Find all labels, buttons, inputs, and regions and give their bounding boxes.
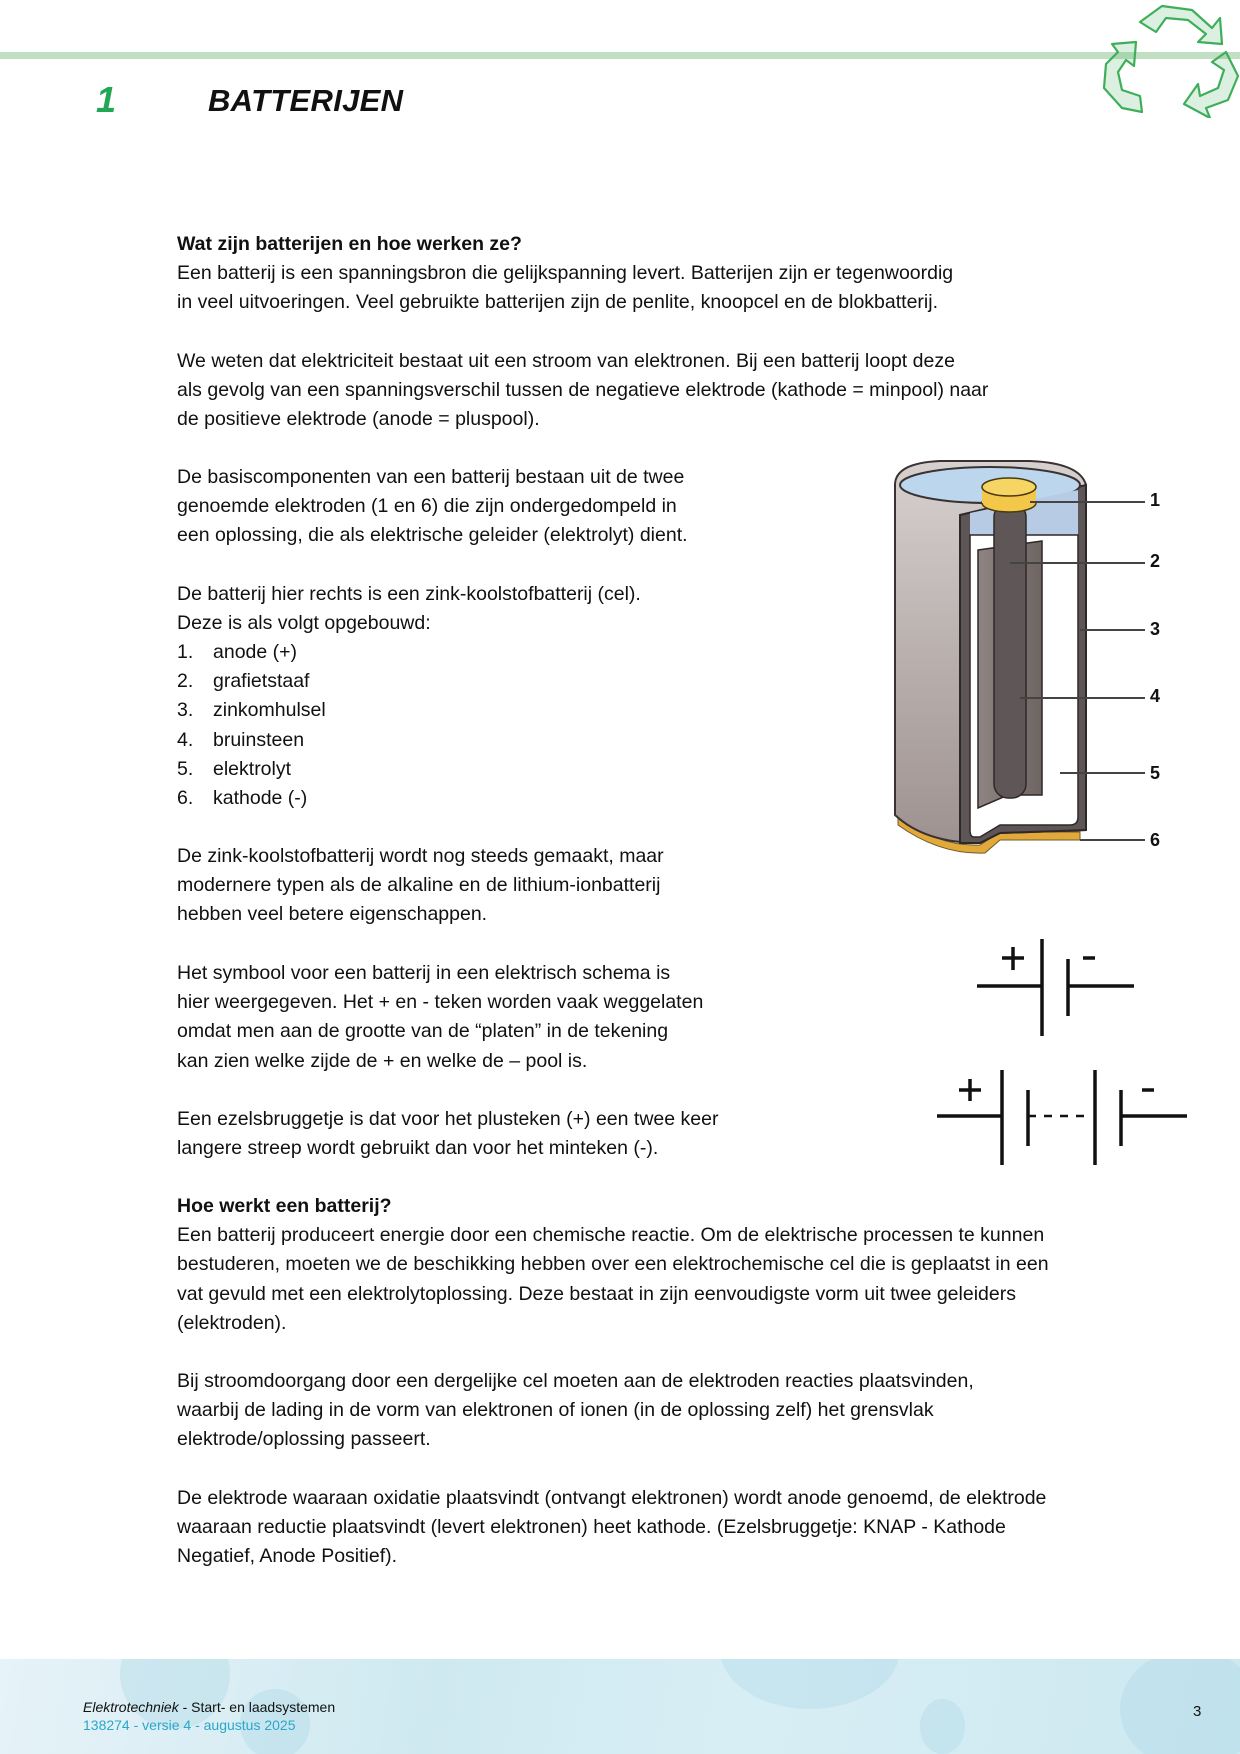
text-line: modernere typen als de alkaline en de lithium-ionbatterij xyxy=(177,874,661,897)
text-line: de positieve elektrode (anode = pluspool). xyxy=(177,408,540,431)
text-line: hier weergegeven. Het + en - teken worden vaak weggelaten xyxy=(177,991,704,1014)
text-line: De basiscomponenten van een batterij bestaan uit de twee xyxy=(177,466,685,488)
text-line: waarbij de lading in de vorm van elektronen of ionen (in de oplossing zelf) het grensvlak xyxy=(177,1399,934,1422)
text-line: Het symbool voor een batterij in een elektrisch schema is xyxy=(177,962,671,984)
text-line: Bij stroomdoorgang door een dergelijke cel moeten aan de elektroden reacties plaatsvinden, xyxy=(177,1370,974,1392)
text-line: Een ezelsbruggetje is dat voor het plusteken (+) een twee keer xyxy=(177,1108,719,1130)
paragraph xyxy=(177,347,988,435)
recycle-icon xyxy=(1100,0,1240,118)
text-line: We weten dat elektriciteit bestaat uit een stroom van elektronen. Bij een batterij loopt deze xyxy=(177,350,955,372)
decorative-bubble xyxy=(1120,1659,1240,1754)
text-line: als gevolg van een spanningsverschil tussen de negatieve elektrode (kathode = minpool) naar xyxy=(177,379,989,402)
callout-label: 2 xyxy=(1150,551,1161,571)
section1-block-intro xyxy=(177,230,953,318)
text-line: De batterij hier rechts is een zink-koolstofbatterij (cel). xyxy=(177,583,641,605)
chapter-title: BATTERIJEN xyxy=(208,83,404,118)
text-line: langere streep wordt gebruikt dan voor het minteken (-). xyxy=(177,1137,659,1160)
page-number: 3 xyxy=(1193,1703,1202,1720)
text-line: Deze is als volgt opgebouwd: xyxy=(177,612,431,635)
list-item: 5. elektrolyt xyxy=(177,757,292,780)
battery-cutaway-figure xyxy=(880,455,1180,875)
text-line: genoemde elektroden (1 en 6) die zijn ondergedompeld in xyxy=(177,495,677,518)
component-list xyxy=(177,638,326,813)
callout-label: 6 xyxy=(1150,830,1161,850)
paragraph xyxy=(177,1484,1046,1572)
paragraph xyxy=(177,842,664,930)
text-line: vat gevuld met een elektrolytoplossing. Deze bestaat in zijn eenvoudigste vorm uit twee geleiders xyxy=(177,1282,1016,1305)
section-heading: Wat zijn batterijen en hoe werken ze? xyxy=(177,233,522,255)
callout-label: 4 xyxy=(1150,686,1161,706)
text-line: Een batterij is een spanningsbron die gelijkspanning levert. Batterijen zijn er tegenwoordig xyxy=(177,262,954,285)
text-line: bestuderen, moeten we de beschikking hebben over een elektrochemische cel die is geplaatst in een xyxy=(177,1253,1049,1276)
text-line: Een batterij produceert energie door een chemische reactie. Om de elektrische processen te kunnen xyxy=(177,1224,1045,1247)
paragraph xyxy=(177,463,688,551)
text-line: Negatief, Anode Positief). xyxy=(177,1545,398,1568)
list-item: 3. zinkomhulsel xyxy=(177,699,326,722)
text-line: elektrode/oplossing passeert. xyxy=(177,1428,431,1451)
paragraph xyxy=(177,580,641,638)
list-item: 2. grafietstaaf xyxy=(177,670,310,693)
list-item: 4. bruinsteen xyxy=(177,728,305,751)
list-item: 6. kathode (-) xyxy=(177,787,308,810)
footer-version: 138274 - versie 4 - augustus 2025 xyxy=(83,1717,296,1733)
text-line: in veel uitvoeringen. Veel gebruikte batterijen zijn de penlite, knoopcel en de blokbatterij. xyxy=(177,291,938,314)
text-line: een oplossing, die als elektrische geleider (elektrolyt) dient. xyxy=(177,524,688,547)
callout-label: 5 xyxy=(1150,763,1161,783)
battery-symbol-figure xyxy=(920,925,1190,1170)
footer-book-title: Elektrotechniek - Start- en laadsystemen xyxy=(83,1699,336,1715)
paragraph xyxy=(177,959,703,1076)
callout-label: 3 xyxy=(1150,619,1161,639)
text-line: hebben veel betere eigenschappen. xyxy=(177,903,488,926)
callout-label: 1 xyxy=(1150,490,1161,510)
paragraph xyxy=(177,1367,974,1455)
chapter-number: 1 xyxy=(96,79,117,120)
text-line: De zink-koolstofbatterij wordt nog steeds gemaakt, maar xyxy=(177,845,664,867)
text-line: waaraan reductie plaatsvindt (levert elektronen) heet kathode. (Ezelsbruggetje: KNAP - Kathode xyxy=(177,1516,1006,1539)
header-rule xyxy=(0,52,1240,59)
section-heading: Hoe werkt een batterij? xyxy=(177,1195,392,1217)
list-item: 1. anode (+) xyxy=(177,641,298,663)
text-line: De elektrode waaraan oxidatie plaatsvindt (ontvangt elektronen) wordt anode genoemd, de elektrode xyxy=(177,1487,1047,1509)
decorative-bubble xyxy=(720,1659,900,1709)
section2-block xyxy=(177,1192,1049,1338)
text-line: (elektroden). xyxy=(177,1311,287,1334)
text-line: kan zien welke zijde de + en welke de – pool is. xyxy=(177,1049,588,1072)
decorative-bubble xyxy=(920,1699,965,1754)
paragraph xyxy=(177,1105,718,1163)
text-line: omdat men aan de grootte van de “platen” in de tekening xyxy=(177,1020,669,1043)
